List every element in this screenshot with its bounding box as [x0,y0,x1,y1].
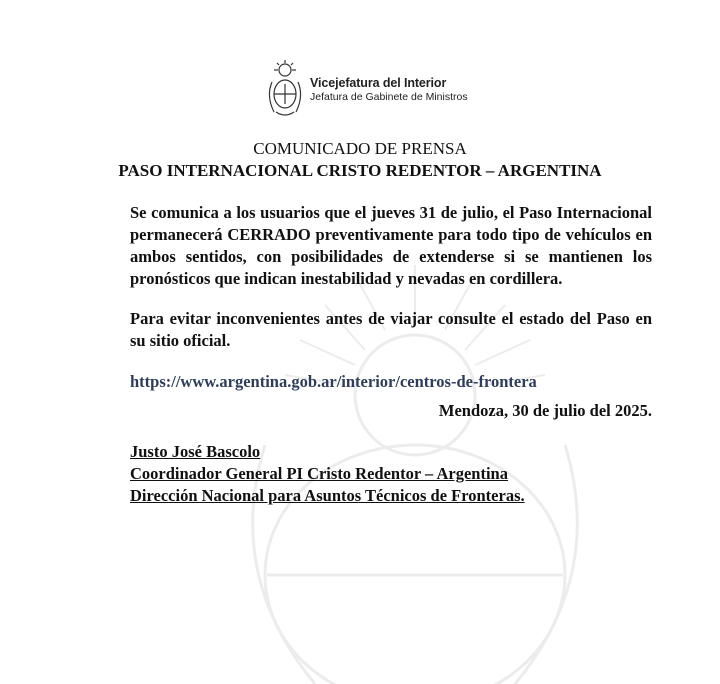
signatory-department: Dirección Nacional para Asuntos Técnicos de Fronteras. [130,486,525,505]
letterhead-title: Vicejefatura del Interior [310,76,447,90]
announcement-paragraph: Se comunica a los usuarios que el jueves 31 de julio, el Paso Internacional permanecerá CERRADO preventivamente para todo tipo de vehículos en ambos sentidos, con posibilidades de extenderse si se mantienen los pronósticos que indican inestabilidad y nevadas en cordillera. [130,203,652,288]
signatory-role: Coordinador General PI Cristo Redentor – Argentina [130,464,508,483]
signatory-name: Justo José Bascolo [130,442,261,461]
press-release-subject: PASO INTERNACIONAL CRISTO REDENTOR – ARGENTINA [118,161,602,180]
letterhead [266,58,468,120]
press-release-title: COMUNICADO DE PRENSA [253,139,467,158]
advice-paragraph: Para evitar inconvenientes antes de viajar consulte el estado del Paso en su sitio oficial. [130,309,652,350]
official-site-link[interactable]: https://www.argentina.gob.ar/interior/centros-de-frontera [130,372,537,391]
letterhead-subtitle: Jefatura de Gabinete de Ministros [310,91,468,103]
date-line: Mendoza, 30 de julio del 2025. [438,401,652,420]
coat-of-arms-icon [266,58,304,120]
